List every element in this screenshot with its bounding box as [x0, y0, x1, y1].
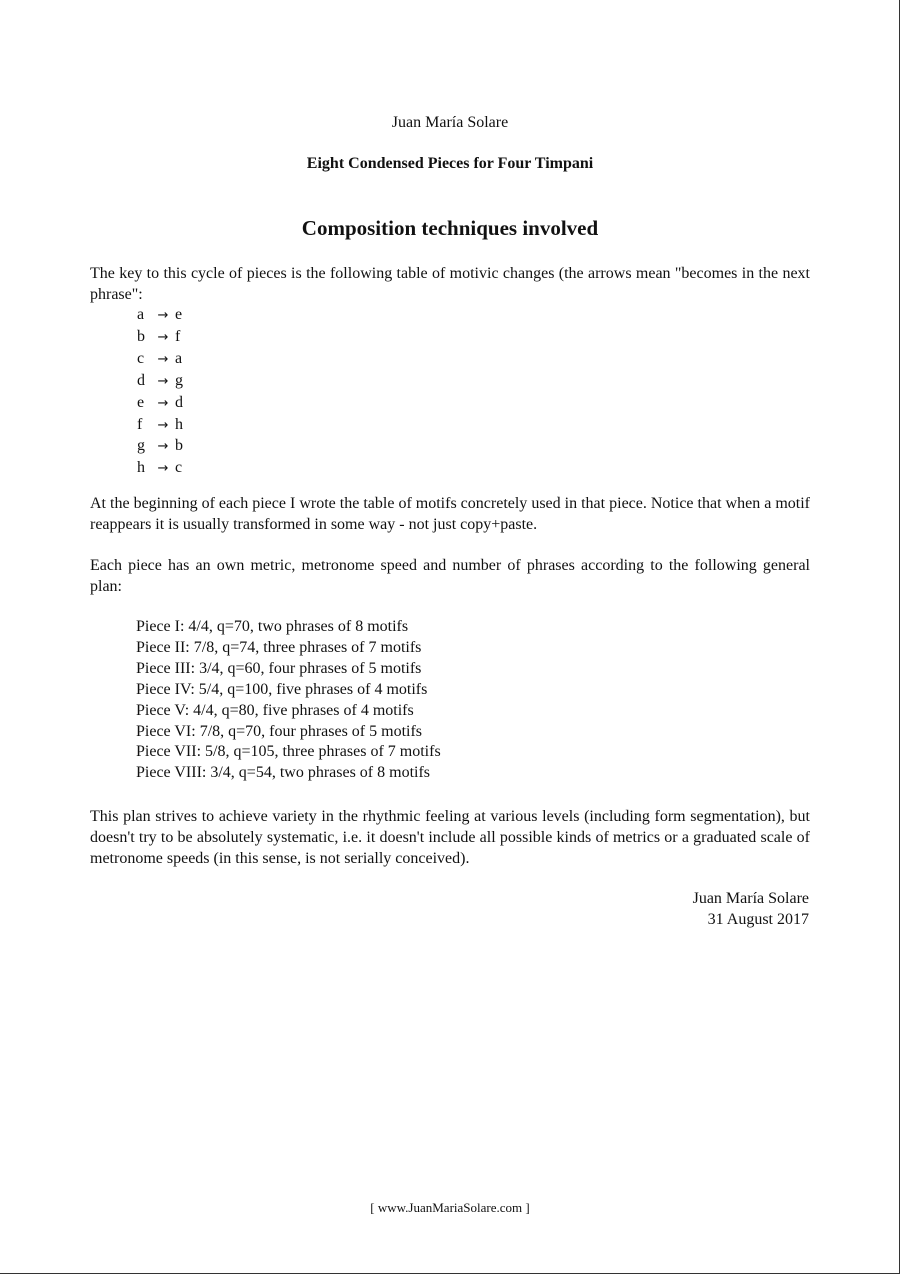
arrow-icon: → [157, 351, 169, 367]
motif-from: b [137, 327, 145, 345]
arrow-icon: → [157, 439, 169, 455]
piece-plan-list [136, 617, 441, 784]
arrow-icon: → [157, 461, 169, 477]
arrow-icon: → [157, 417, 169, 433]
plan-item: Piece VII: 5/8, q=105, three phrases of 7 motifs [136, 743, 441, 761]
motif-change-row [137, 436, 183, 458]
motif-change-row [137, 327, 183, 349]
plan-item: Piece III: 3/4, q=60, four phrases of 5 motifs [136, 659, 422, 677]
work-title: Eight Condensed Pieces for Four Timpani [306, 155, 594, 172]
motif-change-row [137, 393, 183, 415]
signature-date: 31 August 2017 [707, 911, 809, 928]
plan-item: Piece VI: 7/8, q=70, four phrases of 5 motifs [136, 722, 423, 740]
plan-item: Piece IV: 5/4, q=100, five phrases of 4 motifs [136, 680, 428, 698]
section-heading: Composition techniques involved [301, 216, 599, 240]
motif-to: f [175, 327, 181, 345]
plan-item: Piece I: 4/4, q=70, two phrases of 8 motifs [136, 618, 409, 635]
arrow-icon: → [157, 395, 169, 411]
motif-to: e [175, 306, 183, 323]
motif-to: d [175, 393, 183, 411]
motif-from: a [137, 306, 145, 323]
motif-to: b [175, 437, 183, 455]
arrow-icon: → [157, 308, 169, 323]
closing-paragraph: This plan strives to achieve variety in the rhythmic feeling at various levels (including form segmentation), but doesn't try to be absolutely systematic, i.e. it doesn't include all possible kinds of metrics or a graduated scale of metronome speeds (in this sense, is not serially conceived). [90, 808, 810, 867]
plan-item: Piece II: 7/8, q=74, three phrases of 7 motifs [136, 638, 422, 656]
motif-from: c [137, 349, 145, 367]
motif-change-row [137, 305, 183, 327]
plan-item: Piece V: 4/4, q=80, five phrases of 4 motifs [136, 701, 414, 719]
signature-name: Juan María Solare [692, 890, 809, 907]
author-name: Juan María Solare [391, 114, 509, 131]
footer-website: [ www.JuanMariaSolare.com ] [370, 1200, 530, 1215]
motifs-paragraph: At the beginning of each piece I wrote the table of motifs concretely used in that piece. Notice that when a motif reappears it is usually transformed in some way - not just copy+paste. [90, 495, 810, 533]
motif-from: d [137, 371, 145, 389]
intro-paragraph: The key to this cycle of pieces is the following table of motivic changes (the arrows mean "becomes in the next phrase": [90, 265, 810, 303]
arrow-icon: → [157, 329, 169, 345]
motif-from: h [137, 459, 145, 477]
motif-from: f [137, 415, 143, 433]
plan-intro-paragraph: Each piece has an own metric, metronome speed and number of phrases according to the following general plan: [90, 557, 810, 595]
plan-item: Piece VIII: 3/4, q=54, two phrases of 8 motifs [136, 764, 431, 782]
arrow-icon: → [157, 373, 169, 389]
motif-to: h [175, 415, 183, 433]
motif-to: g [175, 371, 183, 389]
motif-to: c [175, 459, 183, 477]
motif-change-row [137, 415, 183, 437]
motif-to: a [175, 349, 183, 367]
motivic-changes-table [137, 305, 183, 480]
motif-change-row [137, 371, 183, 393]
motif-change-row [137, 349, 183, 371]
motif-change-row [137, 458, 183, 480]
motif-from: g [137, 437, 145, 455]
motif-from: e [137, 393, 145, 411]
signature-block [693, 888, 809, 930]
